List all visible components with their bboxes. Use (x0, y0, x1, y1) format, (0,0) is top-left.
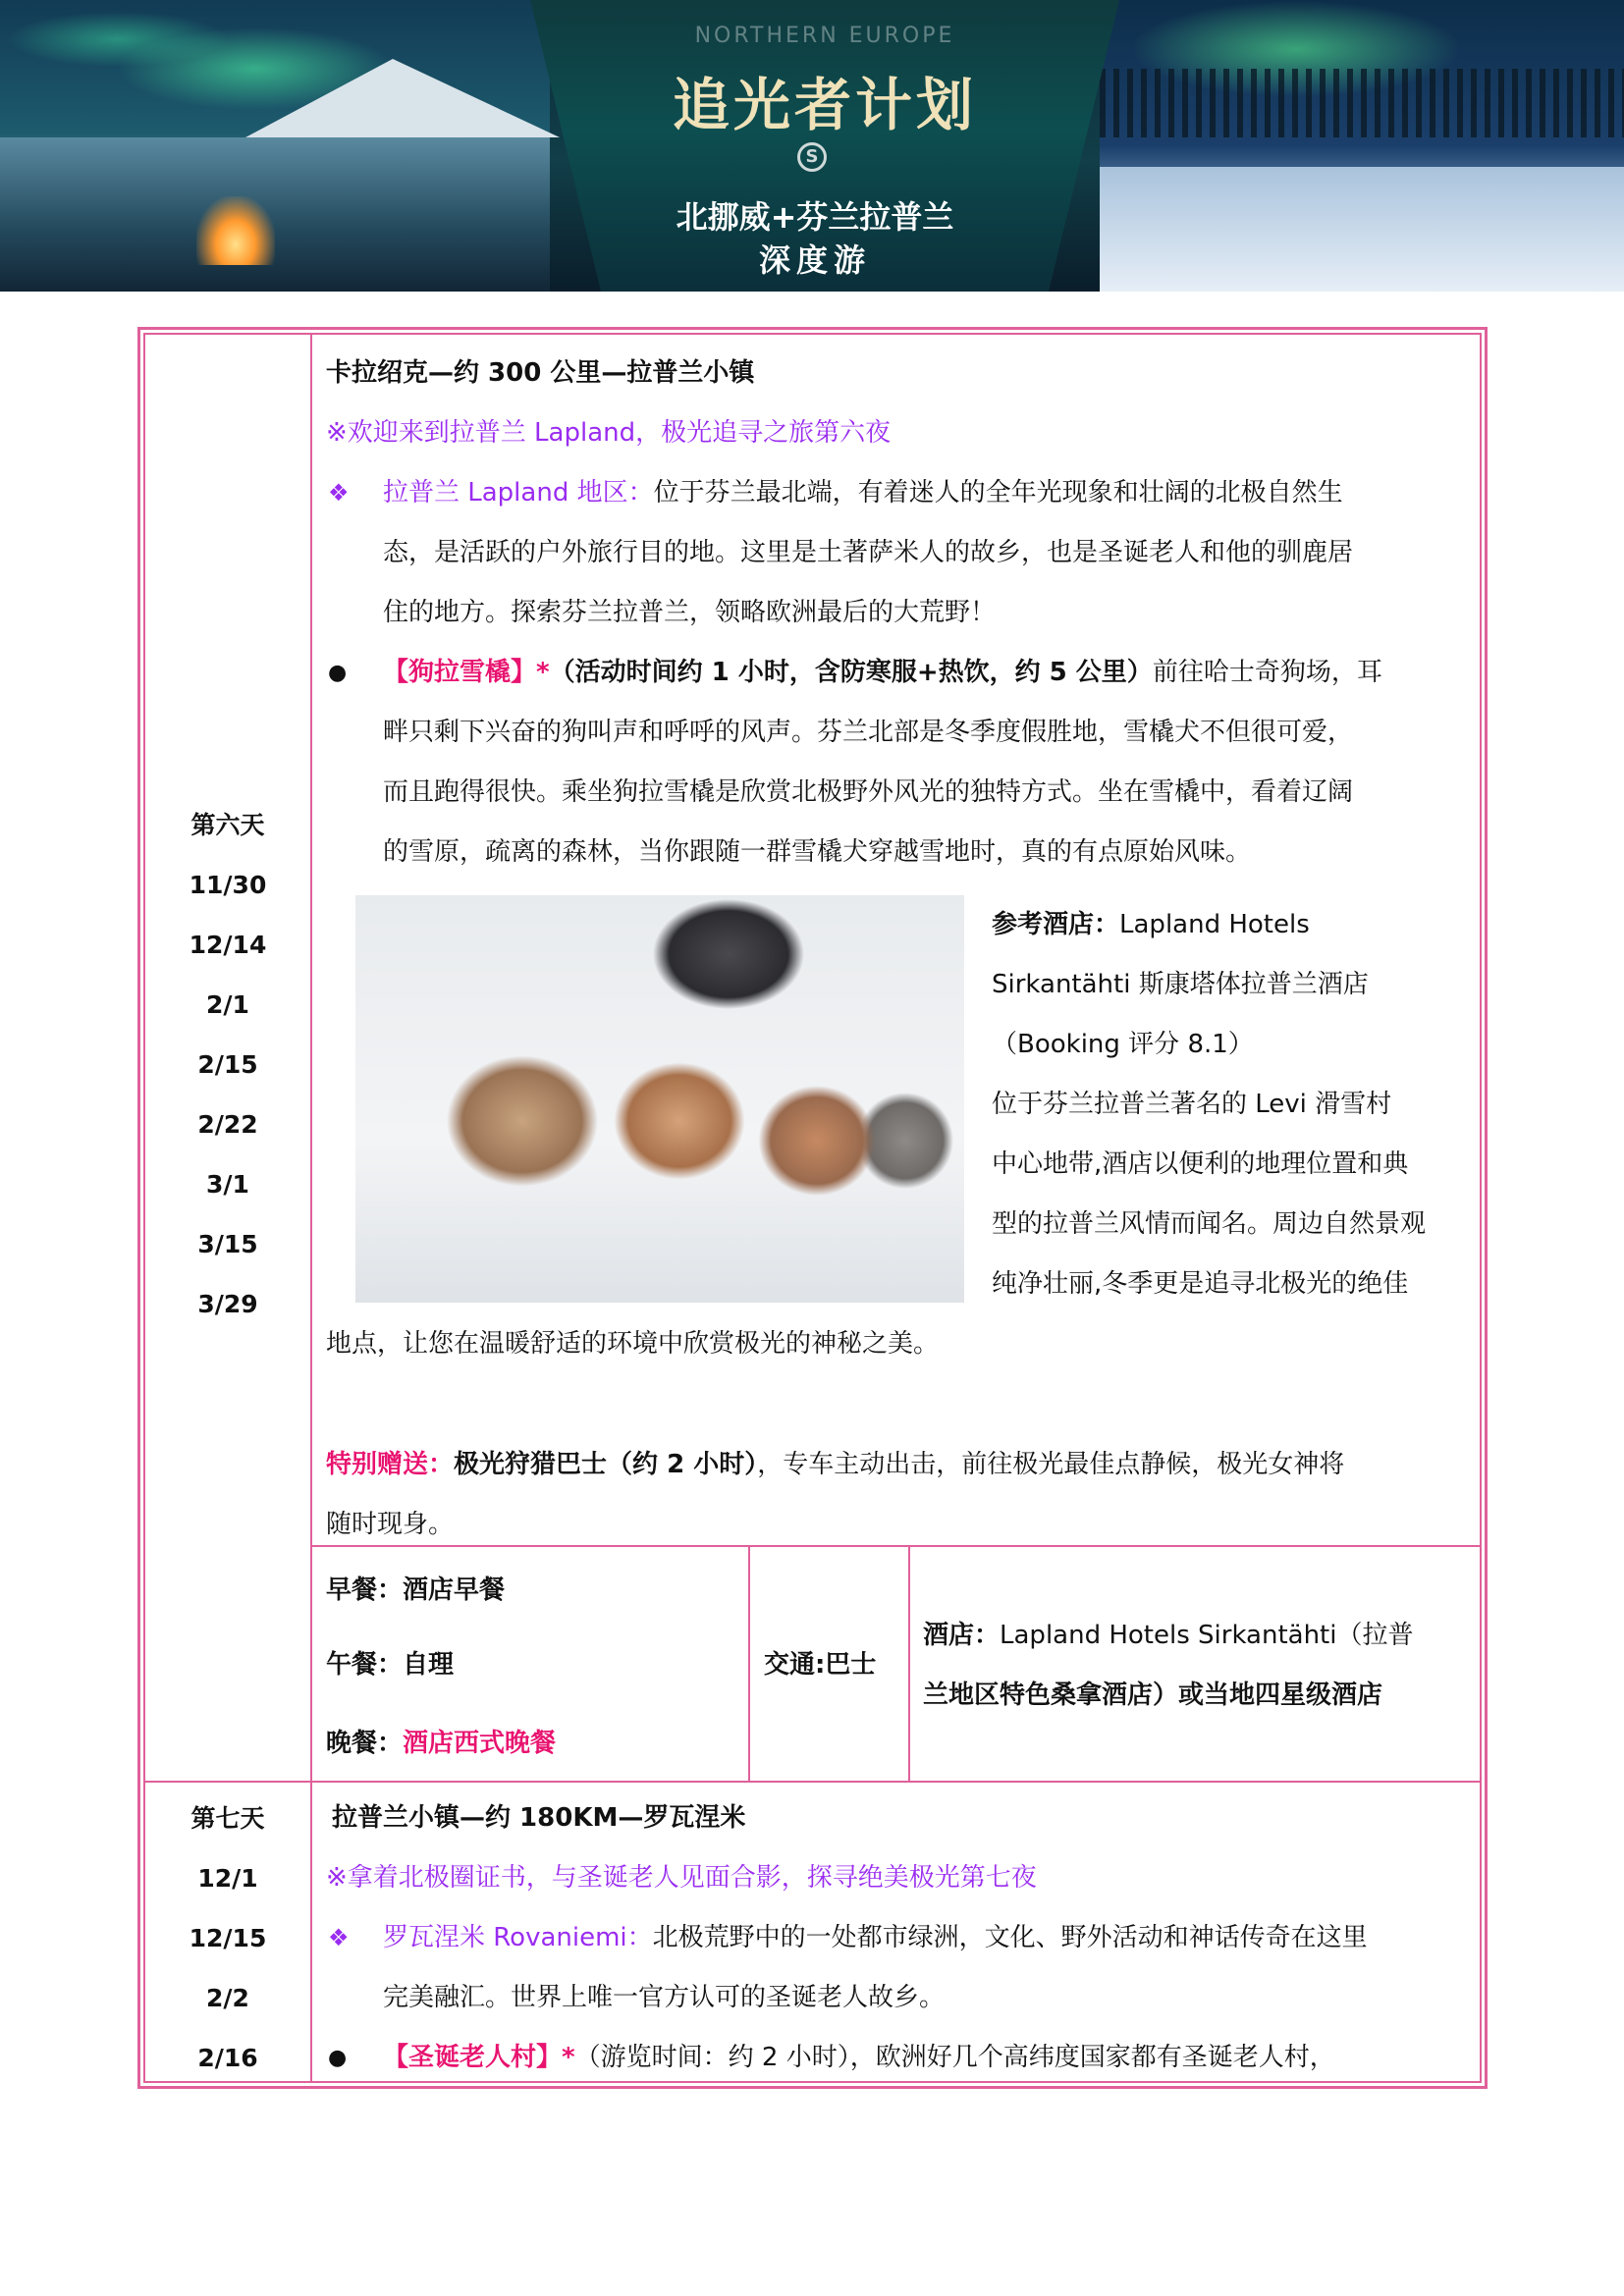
banner-line1: 北挪威+芬兰拉普兰 (676, 198, 954, 236)
gift-line1 (326, 1435, 1344, 1495)
hotel-line6: 型的拉普兰风情而闻名。周边自然景观 (992, 1209, 1427, 1239)
lapland-text: 位于芬兰最北端，有着迷人的全年光现象和壮阔的北极自然生 (653, 478, 1343, 507)
meals-row-top-border (310, 1545, 1482, 1547)
meals-divider-1 (748, 1545, 750, 1781)
day6-date: 11/30 (189, 871, 267, 899)
dinner-info (326, 1714, 556, 1774)
campfire-glow (196, 196, 275, 265)
meals-divider-2 (908, 1545, 910, 1781)
day6-route: 卡拉绍克—约 300 公里—拉普兰小镇 (326, 358, 755, 388)
dog-para-line2: 畔只剩下兴奋的狗叫声和呼呼的风声。芬兰北部是冬季度假胜地，雪橇犬不但很可爱， (383, 718, 1354, 747)
lapland-para-line1 (383, 463, 1343, 523)
stay-line1 (923, 1606, 1413, 1666)
banner-line2: 深度游 (758, 241, 871, 279)
brand-logo-icon: S (797, 142, 827, 172)
husky-sled-photo (355, 895, 964, 1303)
stay-label: 酒店： (923, 1621, 1001, 1650)
day-separator (143, 1781, 1482, 1783)
hotel-name-part1: Lapland Hotels (1119, 910, 1310, 939)
day6-date: 3/1 (206, 1170, 249, 1199)
header-banner (0, 0, 1624, 292)
dog-para-line1 (383, 643, 1382, 703)
gift-line2: 随时现身。 (326, 1510, 455, 1539)
day7-date: 12/1 (197, 1864, 258, 1893)
dog-sled-note: （活动时间约 1 小时，含防寒服+热饮，约 5 公里） (549, 658, 1153, 687)
day7-date: 2/2 (206, 1984, 249, 2012)
hotel-line7: 纯净壮丽,冬季更是追寻北极光的绝佳 (992, 1269, 1409, 1299)
breakfast-info: 早餐：酒店早餐 (326, 1575, 506, 1605)
day6-date: 3/29 (197, 1290, 258, 1318)
lunch-info: 午餐：自理 (326, 1650, 455, 1680)
hotel-label: 参考酒店： (992, 910, 1120, 939)
day6-date: 3/15 (197, 1230, 258, 1258)
santa-village-text: （游览时间：约 2 小时），欧洲好几个高纬度国家都有圣诞老人村， (574, 2043, 1335, 2072)
column-divider (310, 333, 312, 2083)
dog-sled-title: 【狗拉雪橇】 (383, 658, 537, 687)
forest-silhouette (1100, 69, 1624, 137)
lake-shape (0, 137, 550, 292)
snow-field (1100, 167, 1624, 292)
rovaniemi-line2: 完美融汇。世界上唯一官方认可的圣诞老人故乡。 (383, 1983, 946, 2012)
dot-bullet-icon: ● (328, 2046, 348, 2070)
lapland-para-line2: 态，是活跃的户外旅行目的地。这里是土著萨米人的故乡，也是圣诞老人和他的驯鹿居 (383, 538, 1354, 567)
hotel-line2: Sirkantähti 斯康塔体拉普兰酒店 (992, 970, 1369, 999)
day6-date: 2/22 (197, 1110, 258, 1139)
day6-column (145, 795, 310, 1334)
day6-date: 2/15 (197, 1050, 258, 1079)
gift-text: ，专车主动出击，前往极光最佳点静候，极光女神将 (757, 1450, 1345, 1479)
day7-route: 拉普兰小镇—约 180KM—罗瓦涅米 (332, 1803, 746, 1833)
dinner-label: 晚餐： (326, 1729, 404, 1758)
day7-highlight: ※拿着北极圈证书，与圣诞老人见面合影，探寻绝美极光第七夜 (326, 1863, 1037, 1893)
day6-date: 2/1 (206, 990, 249, 1019)
diamond-bullet-icon: ❖ (328, 1924, 350, 1951)
lapland-para-line3: 住的地方。探索芬兰拉普兰，领略欧洲最后的大荒野！ (383, 598, 997, 627)
diamond-bullet-icon: ❖ (328, 479, 350, 507)
hotel-line8: 地点，让您在温暖舒适的环境中欣赏极光的神秘之美。 (326, 1329, 940, 1359)
hotel-line5: 中心地带,酒店以便利的地理位置和典 (992, 1149, 1409, 1179)
transport-info: 交通:巴士 (764, 1650, 877, 1680)
santa-village-line (383, 2028, 1335, 2088)
rovaniemi-text: 北极荒野中的一处都市绿洲，文化、野外活动和神话传奇在这里 (652, 1923, 1368, 1952)
lapland-title: 拉普兰 Lapland 地区： (383, 478, 654, 507)
hotel-line3: （Booking 评分 8.1） (992, 1030, 1254, 1059)
hotel-line4: 位于芬兰拉普兰著名的 Levi 滑雪村 (992, 1090, 1392, 1119)
day7-column (145, 1789, 310, 2088)
dog-sled-text: 前往哈士奇狗场，耳 (1152, 658, 1382, 687)
santa-village-star: * (562, 2043, 575, 2072)
day6-highlight: ※欢迎来到拉普兰 Lapland，极光追寻之旅第六夜 (326, 418, 892, 448)
stay-line2: 兰地区特色桑拿酒店）或当地四星级酒店 (923, 1681, 1383, 1710)
day7-date: 12/15 (189, 1924, 267, 1952)
rovaniemi-title: 罗瓦涅米 Rovaniemi： (383, 1923, 653, 1952)
gift-label: 特别赠送： (326, 1450, 455, 1479)
stay-hotel-name: Lapland Hotels Sirkantähti（拉普 (1000, 1621, 1414, 1650)
dot-bullet-icon: ● (328, 661, 348, 685)
day6-date: 12/14 (189, 931, 267, 959)
day6-label: 第六天 (190, 811, 265, 839)
dog-para-line4: 的雪原，疏离的森林，当你跟随一群雪橇犬穿越雪地时，真的有点原始风味。 (383, 837, 1252, 867)
banner-title: 追光者计划 (672, 72, 977, 138)
mountain-shape (245, 59, 560, 137)
day7-label: 第七天 (190, 1804, 265, 1833)
day7-date: 2/16 (197, 2044, 258, 2072)
gift-title: 极光狩猎巴士（约 2 小时） (454, 1450, 758, 1479)
dog-sled-star: * (536, 658, 550, 687)
dog-para-line3: 而且跑得很快。乘坐狗拉雪橇是欣赏北极野外风光的独特方式。坐在雪橇中，看着辽阔 (383, 777, 1354, 807)
hotel-line1 (992, 895, 1310, 955)
santa-village-title: 【圣诞老人村】 (383, 2043, 563, 2072)
banner-subtitle-top: NORTHERN EUROPE (694, 24, 955, 48)
rovaniemi-line1 (383, 1908, 1368, 1968)
dinner-value: 酒店西式晚餐 (403, 1729, 557, 1758)
